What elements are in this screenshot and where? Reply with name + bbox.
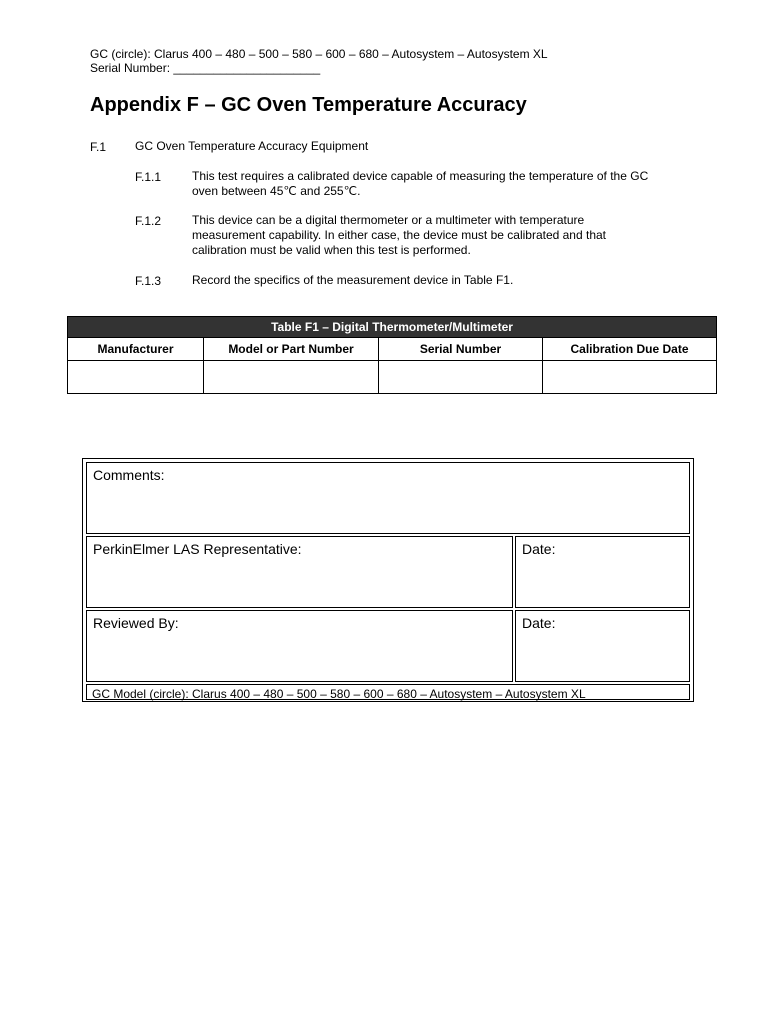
manufacturer-cell[interactable]: [68, 361, 204, 394]
gc-model-footer: [86, 684, 690, 700]
section-heading-f1: GC Oven Temperature Accuracy Equipment: [135, 139, 369, 153]
column-header-serial: Serial Number: [379, 338, 543, 361]
section-text-f13: Record the specifics of the measurement device in Table F1.: [192, 273, 514, 287]
gc-model-line: GC (circle): Clarus 400 – 480 – 500 – 580 – 600 – 680 – Autosystem – Autosystem XL: [90, 47, 548, 61]
section-text-f12: This device can be a digital thermometer or a multimeter with temperature measurement capability. In either case, the device must be calibrated and that calibration must be valid when this test is performed.: [192, 213, 607, 257]
representative-label: PerkinElmer LAS Representative:: [93, 541, 302, 557]
column-header-model: Model or Part Number: [204, 338, 379, 361]
model-cell[interactable]: [204, 361, 379, 394]
reviewed-by-label: Reviewed By:: [93, 615, 179, 631]
comments-field[interactable]: [86, 462, 690, 534]
reviewed-date-field[interactable]: [515, 610, 690, 682]
section-text-f11: This test requires a calibrated device capable of measuring the temperature of the GC oven between 45℃ and 255℃.: [192, 169, 649, 198]
column-header-manufacturer: Manufacturer: [68, 338, 204, 361]
signoff-box: [82, 458, 694, 702]
serial-number-line: Serial Number: ______________________: [90, 61, 321, 75]
comments-label: Comments:: [93, 467, 165, 483]
reviewed-date-label: Date:: [522, 615, 556, 631]
section-number-f1: F.1: [90, 140, 107, 154]
representative-field[interactable]: [86, 536, 513, 608]
page-title: Appendix F – GC Oven Temperature Accuracy: [90, 94, 527, 116]
representative-date-label: Date:: [522, 541, 556, 557]
table-row: [68, 361, 717, 394]
representative-date-field[interactable]: [515, 536, 690, 608]
section-number-f13: F.1.3: [135, 274, 162, 288]
reviewed-by-field[interactable]: [86, 610, 513, 682]
gc-model-footer-text: GC Model (circle): Clarus 400 – 480 – 500 – 580 – 600 – 680 – Autosystem – Autosystem XL: [92, 687, 586, 701]
section-number-f12: F.1.2: [135, 214, 162, 228]
section-number-f11: F.1.1: [135, 170, 162, 184]
serial-cell[interactable]: [379, 361, 543, 394]
table-caption: Table F1 – Digital Thermometer/Multimeter: [68, 317, 717, 338]
calibration-date-cell[interactable]: [543, 361, 717, 394]
column-header-calibration-date: Calibration Due Date: [543, 338, 717, 361]
table-f1: [67, 316, 717, 394]
